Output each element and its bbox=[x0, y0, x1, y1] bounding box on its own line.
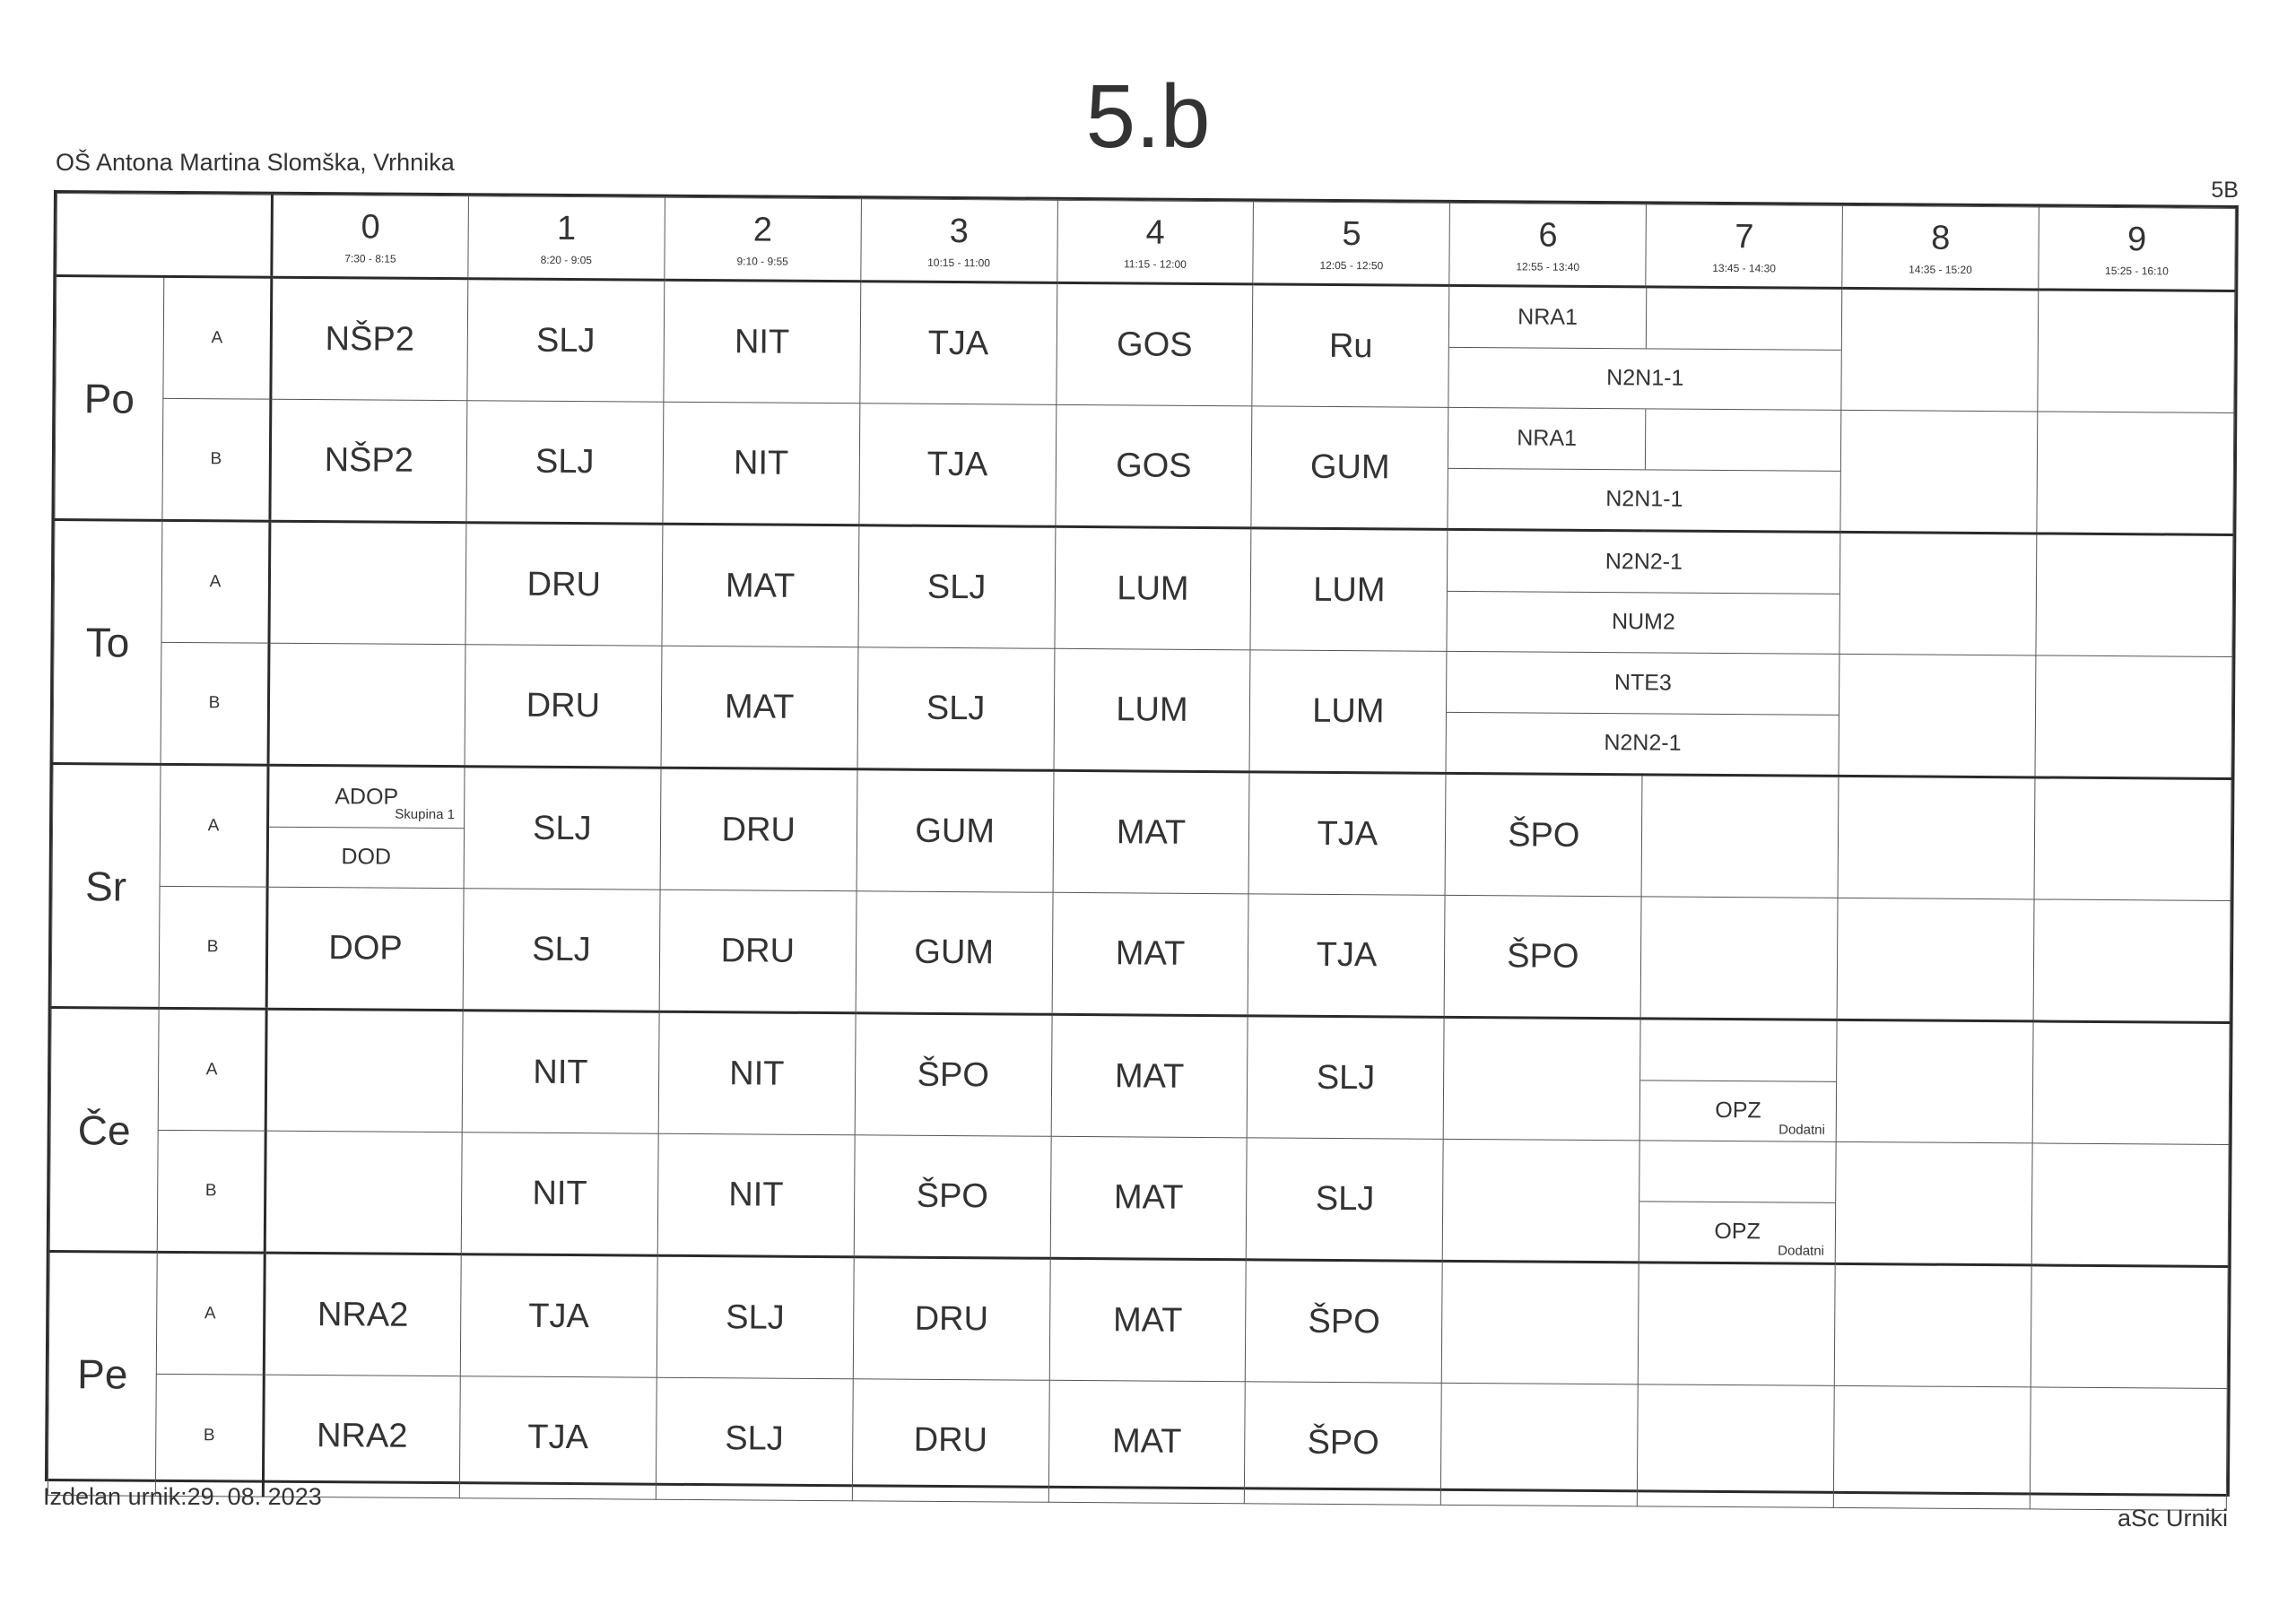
lesson-cell: MAT bbox=[1052, 892, 1249, 1016]
lesson-cell: GOS bbox=[1056, 282, 1253, 406]
day-to: To bbox=[53, 520, 162, 765]
page-title: 5.b bbox=[1085, 66, 1211, 167]
empty-cell bbox=[1839, 532, 2037, 655]
lesson-cell: N2N1-1 bbox=[1606, 365, 1684, 391]
day-pe: Pe bbox=[48, 1251, 157, 1496]
lesson-cell: NTE3 bbox=[1447, 652, 1839, 716]
empty-cell bbox=[1442, 1261, 1639, 1384]
lesson-cell: NRA2 bbox=[263, 1375, 460, 1498]
lesson-cell: DRU bbox=[465, 523, 663, 647]
row-po-a bbox=[56, 276, 2235, 413]
empty-cell bbox=[1840, 410, 2038, 534]
empty-cell bbox=[1833, 1385, 2031, 1509]
lesson-cell: OPZ bbox=[1714, 1219, 1761, 1245]
empty-cell bbox=[1841, 288, 2039, 412]
empty-cell bbox=[2033, 899, 2231, 1023]
period-0: 0 7:30 - 8:15 bbox=[272, 195, 469, 279]
lesson-cell: N2N2-1 bbox=[1448, 531, 1839, 595]
row-ce-b bbox=[49, 1129, 2229, 1266]
lesson-cell: LUM bbox=[1055, 526, 1252, 650]
class-code: 5B bbox=[2211, 178, 2239, 203]
half-label: B bbox=[159, 886, 267, 1009]
lesson-cell: NIT bbox=[657, 1133, 855, 1257]
empty-cell bbox=[1838, 776, 2035, 899]
half-label: A bbox=[161, 520, 270, 643]
lesson-cell: SLJ bbox=[657, 1255, 854, 1379]
day-po: Po bbox=[55, 276, 164, 521]
lesson-cell: DOD bbox=[341, 844, 392, 870]
lesson-cell: N2N2-1 bbox=[1604, 730, 1682, 756]
half-label: B bbox=[162, 398, 271, 521]
lesson-cell: SLJ bbox=[656, 1377, 853, 1501]
lesson-cell: DRU bbox=[660, 768, 857, 891]
lesson-cell: NIT bbox=[663, 402, 860, 525]
empty-cell bbox=[1640, 897, 1838, 1020]
lesson-cell: SLJ bbox=[464, 767, 661, 890]
lesson-cell: LUM bbox=[1054, 648, 1251, 772]
empty-cell bbox=[1638, 1263, 1835, 1386]
lesson-cell: NRA2 bbox=[264, 1253, 461, 1376]
lesson-cell: Ru bbox=[1252, 284, 1449, 408]
lesson-cell bbox=[269, 521, 466, 645]
lesson-cell: GUM bbox=[1251, 406, 1448, 530]
row-pe-b bbox=[48, 1373, 2227, 1510]
lesson-cell: DOP bbox=[266, 887, 464, 1011]
lesson-cell: SLJ bbox=[857, 647, 1055, 771]
lesson-cell: GUM bbox=[857, 769, 1054, 893]
lesson-cell: SLJ bbox=[1247, 1138, 1444, 1262]
lesson-cell: NŠP2 bbox=[271, 277, 468, 401]
lesson-cell: SLJ bbox=[1248, 1016, 1445, 1140]
lesson-cell bbox=[268, 643, 465, 767]
group-tag: Skupina 1 bbox=[395, 806, 456, 822]
lesson-cell: ADOP bbox=[335, 783, 399, 810]
half-label: B bbox=[157, 1130, 265, 1253]
group-tag: Dodatni bbox=[1779, 1122, 1825, 1138]
empty-cell bbox=[1837, 898, 2034, 1021]
row-sr-b bbox=[51, 886, 2231, 1023]
split-lesson-cell bbox=[1639, 1019, 1837, 1142]
empty-cell bbox=[1638, 1384, 1835, 1508]
half-label: A bbox=[160, 764, 268, 887]
lesson-cell: MAT bbox=[661, 646, 858, 769]
empty-cell bbox=[2031, 1143, 2229, 1267]
lesson-cell: TJA bbox=[1249, 772, 1447, 896]
lesson-cell: TJA bbox=[460, 1254, 657, 1378]
empty-cell bbox=[2038, 290, 2235, 413]
row-to-b bbox=[53, 642, 2232, 779]
school-name: OŠ Antona Martina Slomška, Vrhnika bbox=[56, 149, 455, 176]
lesson-cell: TJA bbox=[859, 404, 1057, 527]
lesson-cell: N2N1-1 bbox=[1605, 486, 1683, 512]
lesson-cell bbox=[265, 1131, 462, 1254]
empty-cell bbox=[2037, 412, 2234, 535]
lesson-cell: OPZ bbox=[1715, 1098, 1761, 1124]
split-lesson-cell bbox=[1639, 1141, 1836, 1264]
split-lesson-cell bbox=[1448, 285, 1842, 410]
timetable bbox=[45, 190, 2239, 1497]
period-9: 9 15:25 - 16:10 bbox=[2039, 207, 2236, 291]
period-1: 1 8:20 - 9:05 bbox=[468, 196, 665, 281]
lesson-cell: ŠPO bbox=[854, 1135, 1051, 1259]
split-lesson-cell bbox=[1447, 529, 1840, 654]
row-ce-a bbox=[50, 1008, 2230, 1145]
empty-cell bbox=[2031, 1265, 2228, 1389]
lesson-cell: SLJ bbox=[467, 279, 665, 403]
lesson-cell: GUM bbox=[856, 891, 1053, 1015]
lesson-cell: SLJ bbox=[463, 889, 660, 1012]
period-header-row bbox=[57, 194, 2236, 291]
lesson-cell: MAT bbox=[1051, 1014, 1248, 1138]
lesson-cell: DRU bbox=[852, 1379, 1049, 1503]
empty-cell bbox=[1839, 654, 2036, 777]
empty-cell bbox=[1443, 1017, 1640, 1141]
empty-cell bbox=[2034, 777, 2231, 901]
row-po-b bbox=[55, 398, 2234, 535]
lesson-cell: TJA bbox=[1248, 894, 1446, 1018]
half-label: A bbox=[156, 1252, 265, 1375]
lesson-cell: SLJ bbox=[858, 525, 1056, 649]
lesson-cell: ŠPO bbox=[1444, 895, 1641, 1019]
lesson-cell: DRU bbox=[659, 890, 857, 1013]
period-4: 4 11:15 - 12:00 bbox=[1057, 200, 1254, 284]
lesson-cell: MAT bbox=[1049, 1258, 1247, 1382]
lesson-cell: DRU bbox=[853, 1257, 1050, 1381]
split-lesson-cell bbox=[1448, 407, 1841, 532]
lesson-cell: NIT bbox=[461, 1133, 658, 1256]
created-date: Izdelan urnik:29. 08. 2023 bbox=[43, 1483, 322, 1510]
day-sr: Sr bbox=[51, 764, 161, 1009]
lesson-cell: ŠPO bbox=[1246, 1260, 1443, 1384]
period-6: 6 12:55 - 13:40 bbox=[1449, 203, 1647, 287]
software-credit: aSc Urniki bbox=[2117, 1505, 2228, 1532]
period-3: 3 10:15 - 11:00 bbox=[860, 199, 1057, 283]
lesson-cell: NŠP2 bbox=[270, 399, 467, 523]
lesson-cell: NRA1 bbox=[1449, 287, 1647, 348]
empty-cell bbox=[1443, 1139, 1640, 1263]
day-ce: Če bbox=[49, 1008, 159, 1253]
lesson-cell: NIT bbox=[664, 280, 861, 404]
lesson-cell: ŠPO bbox=[1245, 1382, 1442, 1506]
period-7: 7 13:45 - 14:30 bbox=[1646, 204, 1843, 289]
lesson-cell: GOS bbox=[1055, 404, 1252, 528]
lesson-cell bbox=[265, 1009, 463, 1133]
empty-cell bbox=[1641, 775, 1839, 898]
half-label: A bbox=[158, 1008, 266, 1131]
empty-cell bbox=[1836, 1020, 2033, 1143]
corner-cell bbox=[57, 194, 273, 278]
lesson-cell: LUM bbox=[1250, 528, 1448, 652]
split-lesson-cell bbox=[1446, 651, 1839, 776]
lesson-cell: NIT bbox=[462, 1011, 659, 1134]
lesson-cell: LUM bbox=[1249, 650, 1447, 774]
lesson-cell: SLJ bbox=[466, 401, 664, 525]
lesson-cell: TJA bbox=[459, 1376, 657, 1500]
lesson-cell: NIT bbox=[658, 1011, 856, 1135]
empty-cell bbox=[1441, 1383, 1639, 1506]
half-label: A bbox=[163, 276, 272, 399]
lesson-cell: TJA bbox=[860, 282, 1057, 405]
period-2: 2 9:10 - 9:55 bbox=[665, 197, 862, 282]
lesson-cell: MAT bbox=[1053, 770, 1250, 894]
lesson-cell: MAT bbox=[1048, 1380, 1246, 1504]
period-8: 8 14:35 - 15:20 bbox=[1842, 205, 2039, 290]
lesson-cell: ŠPO bbox=[1445, 773, 1642, 897]
lesson-cell: MAT bbox=[662, 524, 859, 647]
row-pe-a bbox=[48, 1251, 2228, 1388]
lesson-cell: NUM2 bbox=[1611, 609, 1675, 635]
split-lesson-cell bbox=[267, 765, 465, 889]
empty-cell bbox=[2030, 1387, 2227, 1511]
empty-cell bbox=[1835, 1141, 2032, 1265]
empty-cell bbox=[2032, 1021, 2230, 1145]
group-tag: Dodatni bbox=[1778, 1243, 1824, 1259]
lesson-cell: ŠPO bbox=[855, 1013, 1052, 1137]
lesson-cell: NRA1 bbox=[1448, 408, 1646, 469]
row-sr-a bbox=[52, 764, 2231, 901]
half-label: B bbox=[161, 642, 269, 765]
empty-cell bbox=[1834, 1263, 2031, 1387]
lesson-cell: MAT bbox=[1050, 1136, 1248, 1260]
half-label: B bbox=[155, 1374, 264, 1497]
empty-cell bbox=[2035, 655, 2232, 779]
empty-cell bbox=[2036, 534, 2233, 657]
row-to-a bbox=[54, 520, 2233, 657]
lesson-cell: DRU bbox=[465, 645, 662, 768]
period-5: 5 12:05 - 12:50 bbox=[1253, 202, 1450, 286]
